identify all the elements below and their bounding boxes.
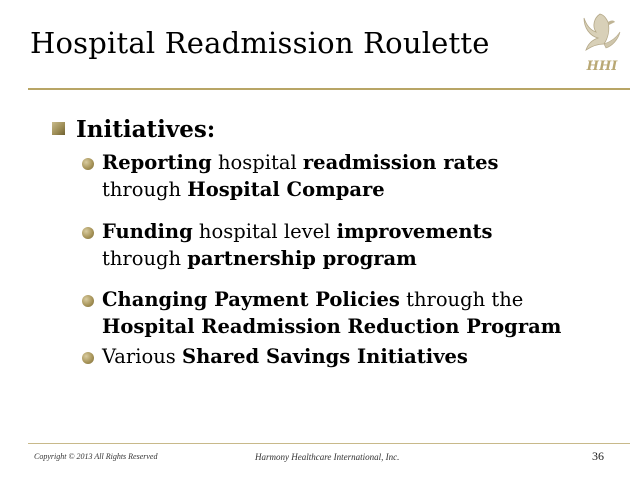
square-bullet-icon (52, 122, 65, 135)
bullet-text-run: Various (102, 345, 182, 368)
bullet-text-run: Funding (102, 220, 193, 243)
hhi-dove-logo (578, 8, 626, 80)
bullet-text-run: Shared Savings Initiatives (181, 345, 468, 368)
bullet-line (102, 176, 385, 203)
round-bullet-icon (82, 227, 94, 239)
bullet-text-run: Reporting (102, 151, 212, 174)
round-bullet-icon (82, 295, 94, 307)
slide-title: Hospital Readmission Roulette (30, 26, 490, 60)
bullet-line (102, 343, 468, 370)
bullet-text-run: readmission rates (302, 151, 499, 174)
bullet-text-run: partnership program (187, 247, 417, 270)
bullet-text-run: Hospital Compare (187, 178, 385, 201)
bullet-line (102, 245, 417, 272)
bullet-text-run: improvements (336, 220, 493, 243)
footer-divider (28, 443, 630, 444)
bullet-text-run: through (102, 178, 188, 201)
bullet-text-run: through (102, 247, 188, 270)
bullet-text-run: Changing Payment Policies (102, 288, 400, 311)
bullet-line (102, 218, 493, 245)
bullet-text-run: hospital (211, 151, 303, 174)
bullet-line (102, 286, 523, 313)
bullet-text-run: through the (399, 288, 524, 311)
heading-text: Initiatives: (76, 116, 216, 143)
footer-copyright: Copyright © 2013 All Rights Reserved (34, 452, 158, 461)
round-bullet-icon (82, 158, 94, 170)
footer-company: Harmony Healthcare International, Inc. (255, 452, 400, 462)
bullet-line (102, 149, 499, 176)
round-bullet-icon (82, 352, 94, 364)
bullet-line (102, 313, 561, 340)
page-number: 36 (592, 449, 604, 463)
title-divider (28, 88, 630, 90)
bullet-text-run: hospital level (192, 220, 337, 243)
logo-text: HHI (586, 59, 618, 74)
bullet-text-run: Hospital Readmission Reduction Program (102, 315, 562, 338)
